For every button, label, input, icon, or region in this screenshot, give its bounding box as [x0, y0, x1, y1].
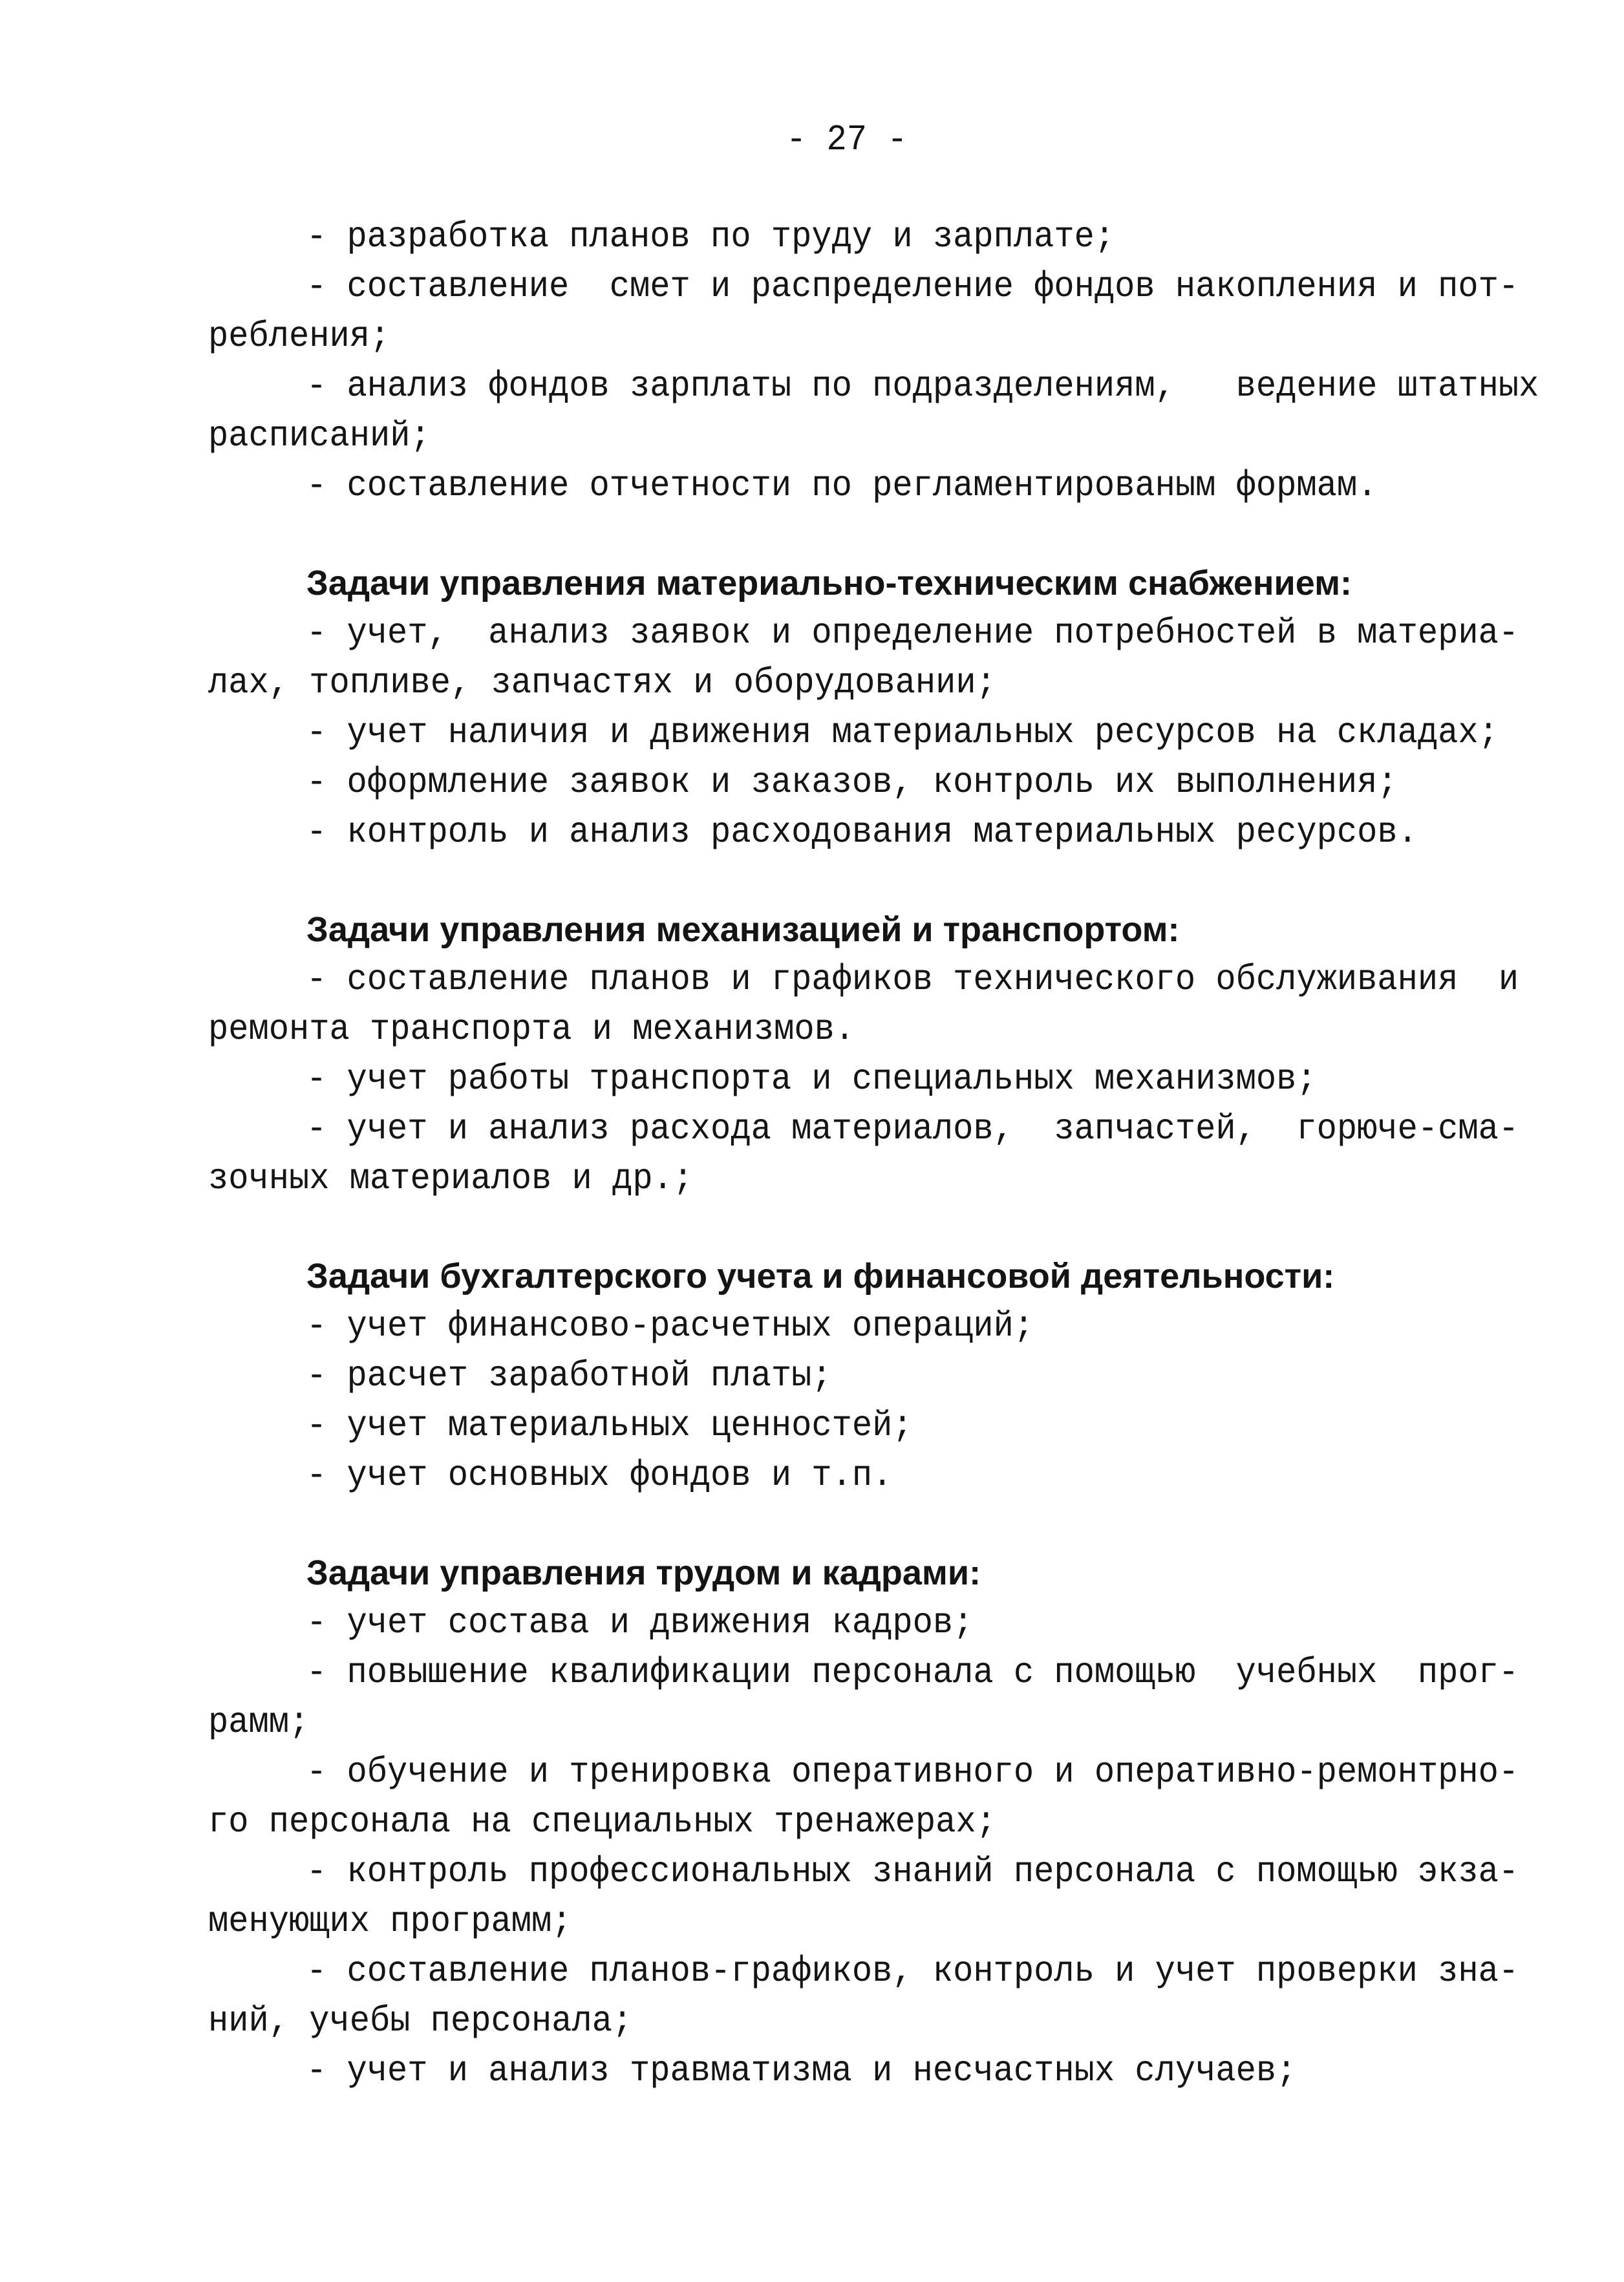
section-line: - учет состава и движения кадров; [306, 1602, 974, 1643]
section-line: ний, учебы персонала; [208, 2000, 633, 2042]
section-line: - учет финансово-расчетных операций; [306, 1305, 1034, 1347]
section-line: - учет основных фондов и т.п. [306, 1455, 893, 1496]
section-line: - контроль и анализ расходования материальных ресурсов. [306, 811, 1418, 853]
section-line: - контроль профессиональных знаний персонала с помощью экза- [306, 1851, 1519, 1892]
section-line: - учет и анализ расхода материалов, запчастей, горюче-сма- [306, 1108, 1519, 1149]
section-line: зочных материалов и др.; [208, 1158, 694, 1199]
section-line: - оформление заявок и заказов, контроль их выполнения; [306, 762, 1398, 803]
section-line: - повышение квалификации персонала с помощью учебных прог- [306, 1652, 1519, 1693]
section-line: - расчет заработной платы; [306, 1355, 832, 1396]
section-line: - составление планов и графиков технического обслуживания и [306, 959, 1519, 1000]
section-line: - обучение и тренировка оперативного и оперативно-ремонтрно- [306, 1751, 1519, 1793]
section-line: - учет и анализ травматизма и несчастных случаев; [306, 2050, 1297, 2091]
section-line: - учет работы транспорта и специальных механизмов; [306, 1058, 1317, 1100]
section-heading: Задачи бухгалтерского учета и финансовой деятельности: [306, 1257, 1335, 1296]
section-line: ремонта транспорта и механизмов. [208, 1008, 855, 1050]
intro-line: расписаний; [208, 415, 431, 456]
section-line: - учет наличия и движения материальных ресурсов на складах; [306, 712, 1499, 753]
section-line: рамм; [208, 1701, 310, 1743]
section-line: лах, топливе, запчастях и оборудовании; [208, 662, 996, 703]
section-line: - составление планов-графиков, контроль и учет проверки зна- [306, 1950, 1519, 1992]
section-line: - учет материальных ценностей; [306, 1405, 913, 1446]
intro-line: - разработка планов по труду и зарплате; [306, 216, 1115, 257]
intro-line: - составление смет и распределение фондов накопления и пот- [306, 266, 1519, 307]
intro-line: ребления; [208, 315, 390, 357]
intro-line: - составление отчетности по регламентированым формам. [306, 465, 1378, 506]
section-line: - учет, анализ заявок и определение потребностей в материа- [306, 612, 1519, 654]
section-heading: Задачи управления трудом и кадрами: [306, 1553, 981, 1592]
section-line: го персонала на специальных тренажерах; [208, 1801, 996, 1842]
section-heading: Задачи управления материально-техническим снабжением: [306, 564, 1352, 602]
page-number: - 27 - [786, 119, 908, 160]
section-line: менующих программ; [208, 1901, 572, 1942]
intro-line: - анализ фондов зарплаты по подразделениям, ведение штатных [306, 365, 1539, 407]
section-heading: Задачи управления механизацией и транспортом: [306, 910, 1180, 949]
